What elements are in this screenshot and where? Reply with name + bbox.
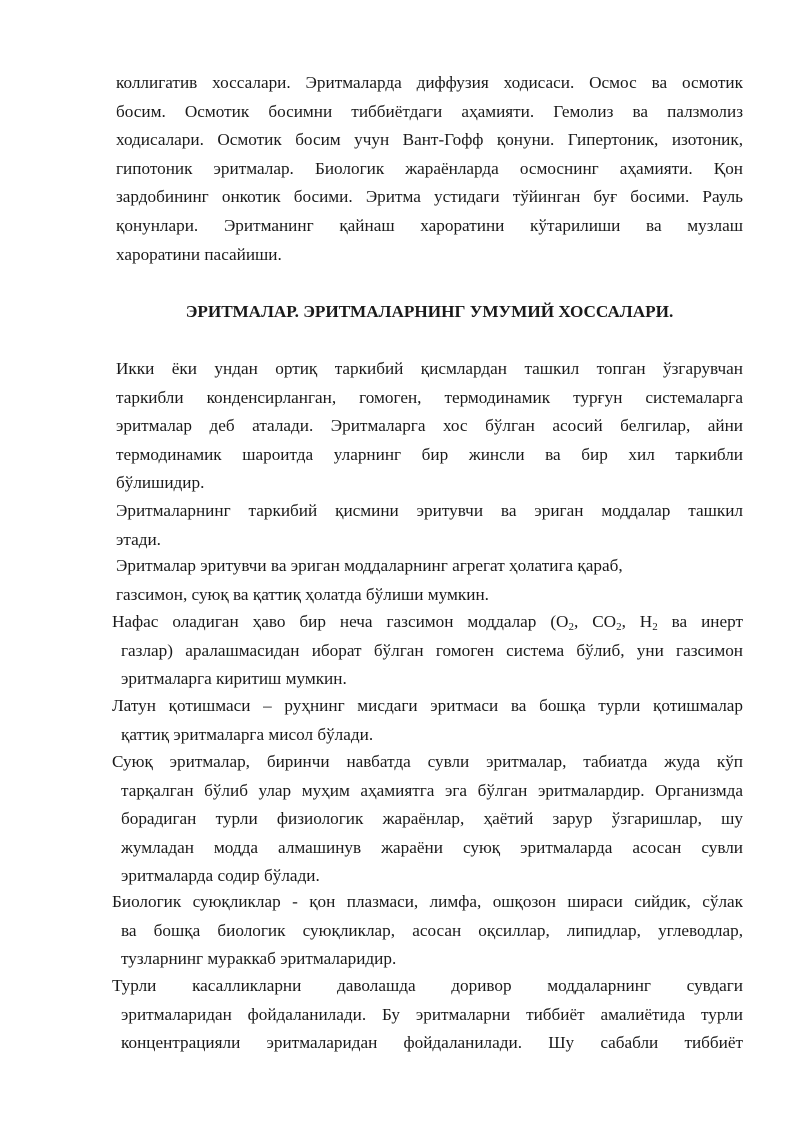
text-line: Эритмаларнинг таркибий қисмини эритувчи ва эриган моддалар ташкил bbox=[116, 501, 743, 520]
text-line: борадиган турли физиологик жараёнлар, ҳаётий зарур ўзгаришлар, шу bbox=[121, 809, 743, 829]
text-line: қонунлари. Эритманинг қайнаш хароратини кўтарилиши ва музлаш bbox=[116, 215, 743, 235]
paragraph-solid-solutions bbox=[112, 692, 743, 749]
section-title: ЭРИТМАЛАР. ЭРИТМАЛАРНИНГ УМУМИЙ ХОССАЛАРИ. bbox=[185, 302, 674, 321]
text-line: тарқалган бўлиб улар муҳим аҳамиятга эга бўлган эритмалардир. Организмда bbox=[121, 780, 743, 800]
paragraph-states bbox=[116, 552, 743, 609]
paragraph-liquid-solutions bbox=[112, 748, 743, 891]
paragraph-components bbox=[116, 497, 743, 554]
paragraph-biological-fluids bbox=[112, 888, 743, 974]
paragraph-gas-solutions bbox=[112, 608, 743, 694]
text-line: тузларнинг мураккаб эритмаларидир. bbox=[121, 949, 397, 969]
text-segment: ва инерт bbox=[657, 612, 743, 631]
subscript: 2 bbox=[616, 621, 622, 633]
text-line: босим. Осмотик босимни тиббиётдаги аҳамияти. Гемолиз ва палзмолиз bbox=[116, 101, 743, 121]
text-line: газсимон, суюқ ва қаттиқ ҳолатда бўлиши мумкин. bbox=[116, 584, 489, 604]
text-line: ва бошқа биологик суюқликлар, асосан оқсиллар, липидлар, углеводлар, bbox=[121, 920, 743, 940]
text-line: Эритмалар эритувчи ва эриган моддаларнинг агрегат ҳолатига қараб, bbox=[116, 556, 623, 575]
text-line: Турли касалликларни даволашда доривор моддаларнинг сувдаги bbox=[112, 976, 743, 995]
text-segment: , H bbox=[621, 612, 653, 631]
text-line: гипотоник эритмалар. Биологик жараёнларда осмоснинг аҳамияти. Қон bbox=[116, 158, 743, 178]
text-line: эритмаларидан фойдаланилади. Бу эритмаларни тиббиёт амалиётида турли bbox=[121, 1004, 743, 1024]
subscript: 2 bbox=[652, 621, 658, 633]
subscript: 2 bbox=[568, 621, 574, 633]
text-line: Суюқ эритмалар, биринчи навбатда сувли эритмалар, табиатда жуда кўп bbox=[112, 752, 743, 771]
text-line: зардобининг онкотик босими. Эритма устидаги тўйинган буғ босими. Рауль bbox=[116, 187, 743, 207]
text-line: хароратини пасайиши. bbox=[116, 244, 282, 264]
text-line: эритмаларга киритиш мумкин. bbox=[121, 669, 347, 689]
text-line: этади. bbox=[116, 529, 161, 549]
text-line: ходисалари. Осмотик босим учун Вант-Гофф қонуни. Гипертоник, изотоник, bbox=[116, 130, 743, 150]
text-line: эритмаларда содир бўлади. bbox=[121, 866, 320, 886]
paragraph-medicinal-use bbox=[112, 972, 743, 1058]
text-line: термодинамик шароитда уларнинг бир жинсли ва бир хил таркибли bbox=[116, 444, 743, 464]
text-line: эритмалар деб аталади. Эритмаларга хос бўлган асосий белгилар, айни bbox=[116, 416, 743, 436]
text-line: таркибли конденсирланган, гомоген, термодинамик турғун системаларга bbox=[116, 387, 743, 407]
intro-paragraph bbox=[116, 69, 743, 269]
paragraph-definition bbox=[116, 355, 743, 498]
text-line: концентрацияли эритмаларидан фойдаланилади. Шу сабабли тиббиёт bbox=[121, 1033, 743, 1053]
text-line: бўлишидир. bbox=[116, 473, 205, 493]
text-line: жумладан модда алмашинув жараёни суюқ эритмаларда асосан сувли bbox=[121, 837, 743, 857]
text-segment: , CO bbox=[573, 612, 617, 631]
text-line: Биологик суюқликлар - қон плазмаси, лимфа, ошқозон шираси сийдик, сўлак bbox=[112, 892, 743, 911]
text-line: коллигатив хоссалари. Эритмаларда диффузия ходисаси. Осмос ва осмотик bbox=[116, 73, 743, 92]
text-line: қаттиқ эритмаларга мисол бўлади. bbox=[121, 724, 374, 744]
text-line: Икки ёки ундан ортиқ таркибий қисмлардан ташкил топган ўзгарувчан bbox=[116, 359, 743, 378]
text-segment: Нафас оладиган ҳаво бир неча газсимон моддалар (O bbox=[112, 612, 569, 631]
text-line: газлар) аралашмасидан иборат бўлган гомоген система бўлиб, уни газсимон bbox=[121, 640, 743, 660]
text-line: Латун қотишмаси – руҳнинг мисдаги эритмаси ва бошқа турли қотишмалар bbox=[112, 696, 743, 715]
text-line bbox=[112, 608, 743, 637]
